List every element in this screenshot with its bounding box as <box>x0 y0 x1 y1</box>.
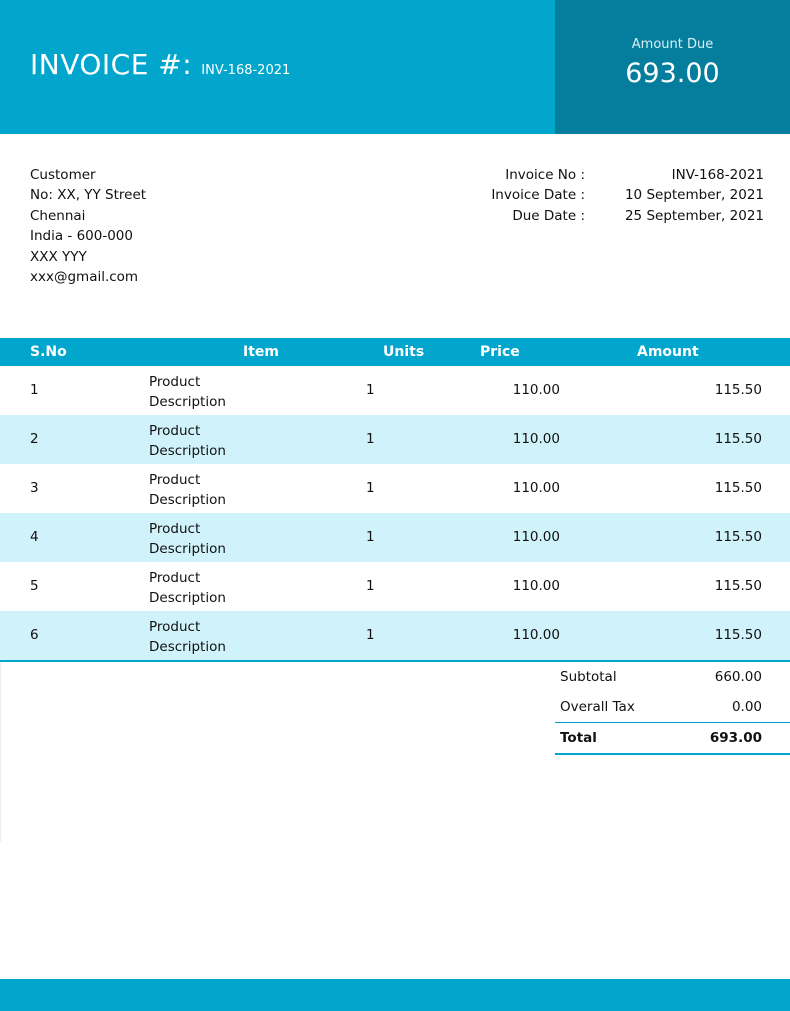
total-label: Total <box>560 730 597 746</box>
line-items-table <box>0 338 790 662</box>
cell-item <box>149 471 226 510</box>
table-row <box>0 513 790 562</box>
cell-amount: 115.50 <box>714 480 762 496</box>
customer-address-line: No: XX, YY Street <box>30 187 147 204</box>
meta-value: 10 September, 2021 <box>624 187 764 204</box>
cell-price: 110.00 <box>512 529 560 545</box>
customer-email: xxx@gmail.com <box>30 269 139 286</box>
table-header <box>0 338 790 366</box>
meta-value: 25 September, 2021 <box>624 207 764 224</box>
meta-label: Invoice Date : <box>491 187 585 204</box>
item-description: Description <box>149 442 226 459</box>
item-name: Product <box>149 570 201 586</box>
cell-price: 110.00 <box>512 382 560 398</box>
table-row <box>0 562 790 611</box>
item-description: Description <box>149 589 226 606</box>
item-description: Description <box>149 638 226 655</box>
cell-item <box>149 422 226 461</box>
table-row <box>0 611 790 660</box>
cell-price: 110.00 <box>512 627 560 643</box>
subtotal-value: 660.00 <box>714 669 762 685</box>
table-row <box>0 415 790 464</box>
cell-amount: 115.50 <box>714 578 762 594</box>
meta-label: Due Date : <box>512 207 585 224</box>
item-description: Description <box>149 491 226 508</box>
column-header-sno: S.No <box>30 344 67 360</box>
table-row <box>0 464 790 513</box>
column-header-item: Item <box>243 344 279 360</box>
invoice-meta-block <box>440 165 764 226</box>
meta-value: INV-168-2021 <box>671 167 764 183</box>
column-header-units: Units <box>383 344 425 360</box>
cell-units: 1 <box>366 627 375 643</box>
cell-sno: 2 <box>30 431 39 447</box>
customer-address-block <box>30 165 146 287</box>
cell-price: 110.00 <box>512 431 560 447</box>
cell-amount: 115.50 <box>714 431 762 447</box>
cell-sno: 1 <box>30 382 39 398</box>
invoice-title <box>30 48 290 81</box>
cell-sno: 3 <box>30 480 39 496</box>
left-edge-divider <box>0 662 1 842</box>
item-name: Product <box>149 423 201 439</box>
column-header-price: Price <box>480 344 520 360</box>
customer-phone: XXX YYY <box>30 248 87 265</box>
meta-row-due-date <box>440 206 764 226</box>
header-title-panel <box>0 0 555 134</box>
meta-row-invoice-date <box>440 185 764 205</box>
item-name: Product <box>149 521 201 537</box>
cell-price: 110.00 <box>512 578 560 594</box>
amount-due-panel <box>555 0 790 134</box>
cell-sno: 4 <box>30 529 39 545</box>
cell-units: 1 <box>366 529 375 545</box>
item-description: Description <box>149 540 226 557</box>
cell-amount: 115.50 <box>714 529 762 545</box>
column-header-amount: Amount <box>637 344 699 360</box>
item-name: Product <box>149 374 201 390</box>
tax-label: Overall Tax <box>560 699 635 715</box>
amount-due-value: 693.00 <box>625 58 720 89</box>
cell-price: 110.00 <box>512 480 560 496</box>
cell-sno: 5 <box>30 578 39 594</box>
item-name: Product <box>149 472 201 488</box>
cell-item <box>149 618 226 657</box>
invoice-title-label: INVOICE #: <box>30 48 193 81</box>
tax-row <box>555 692 790 723</box>
table-row <box>0 366 790 415</box>
cell-amount: 115.50 <box>714 382 762 398</box>
meta-label: Invoice No : <box>505 167 585 183</box>
total-row <box>555 723 790 755</box>
customer-city: Chennai <box>30 207 86 224</box>
cell-item <box>149 569 226 608</box>
invoice-title-number: INV-168-2021 <box>201 63 291 78</box>
item-name: Product <box>149 619 201 635</box>
cell-sno: 6 <box>30 627 39 643</box>
total-value: 693.00 <box>709 730 762 746</box>
tax-value: 0.00 <box>731 699 762 715</box>
cell-item <box>149 373 226 412</box>
cell-units: 1 <box>366 431 375 447</box>
cell-amount: 115.50 <box>714 627 762 643</box>
subtotal-row <box>555 662 790 692</box>
cell-item <box>149 520 226 559</box>
invoice-header <box>0 0 790 134</box>
footer-bar <box>0 979 790 1011</box>
customer-name: Customer <box>30 167 96 183</box>
item-description: Description <box>149 393 226 410</box>
subtotal-label: Subtotal <box>560 669 617 685</box>
customer-country-zip: India - 600-000 <box>30 228 133 245</box>
totals-block <box>555 662 790 755</box>
cell-units: 1 <box>366 480 375 496</box>
cell-units: 1 <box>366 578 375 594</box>
meta-row-invoice-no <box>440 165 764 185</box>
amount-due-label: Amount Due <box>631 37 714 52</box>
cell-units: 1 <box>366 382 375 398</box>
